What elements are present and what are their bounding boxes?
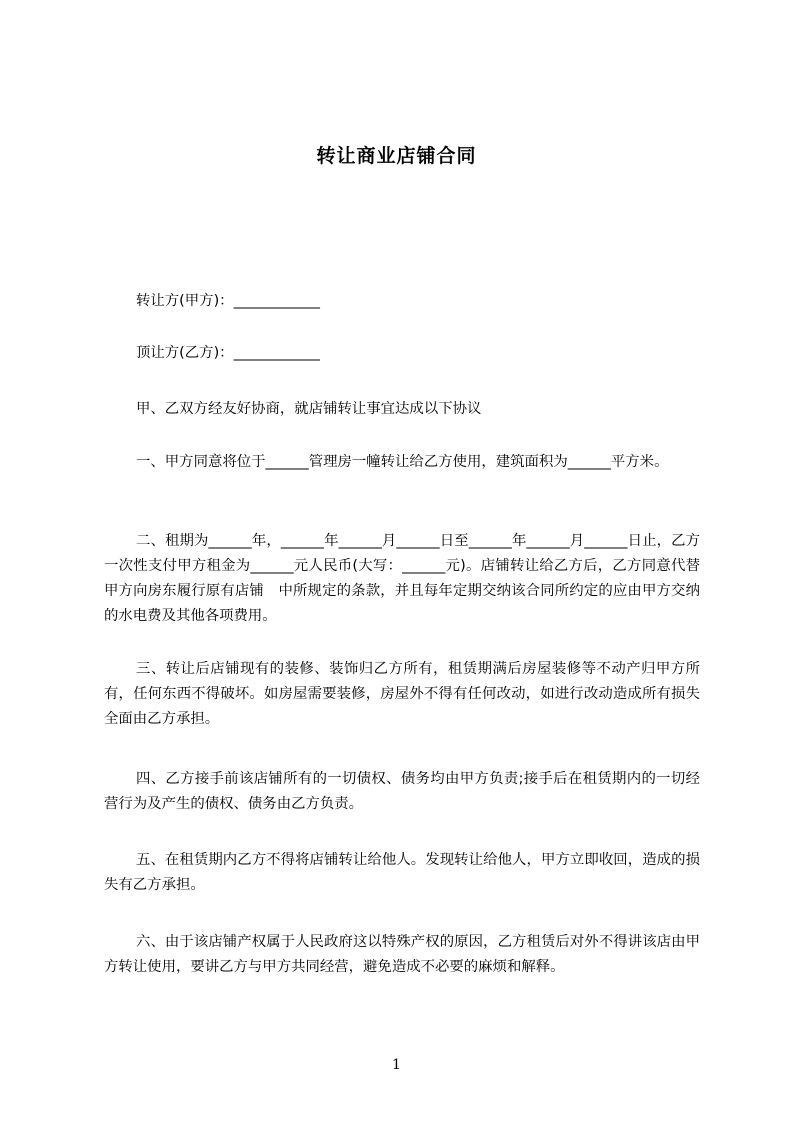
clause-3: 三、转让后店铺现有的装修、装饰归乙方所有，租赁期满后房屋装修等不动产归甲方所有，任何东西不得破坏。如房屋需要装修，房屋外不得有任何改动，如进行改动造成所有损失全面由乙方承担。 [104, 661, 700, 727]
agreement-intro: 甲、乙双方经友好协商，就店铺转让事宜达成以下协议 [136, 401, 482, 417]
clause-4: 四、乙方接手前该店铺所有的一切债权、债务均由甲方负责;接手后在租赁期内的一切经营行为及产生的债权、债务由乙方负责。 [104, 771, 700, 812]
clause-2: 二、租期为______年，______年______月______日至______年______月______日止，乙方一次性支付甲方租金为______元人民币(大写：______元)。店铺转让给乙方后，乙方同意代替甲方向房东履行原有店铺 中所规定的条款，并且每年定期交纳该合同所约定的应由甲方交纳的水电费及其他各项费用。 [104, 533, 700, 624]
transferee-line: 顶让方(乙方)：____________ [136, 345, 320, 361]
clause-5: 五、在租赁期内乙方不得将店铺转让给他人。发现转让给他人，甲方立即收回，造成的损失有乙方承担。 [104, 852, 700, 893]
contract-title: 转让商业店铺合同 [316, 145, 477, 167]
clause-6: 六、由于该店铺产权属于人民政府这以特殊产权的原因，乙方租赁后对外不得讲该店由甲方转让使用，要讲乙方与甲方共同经营，避免造成不必要的麻烦和解释。 [104, 934, 700, 975]
page-number: 1 [392, 1057, 401, 1073]
clause-1: 一、甲方同意将位于______管理房一幢转让给乙方使用，建筑面积为______平方米。 [136, 454, 669, 470]
transferor-line: 转让方(甲方)：____________ [136, 293, 320, 309]
